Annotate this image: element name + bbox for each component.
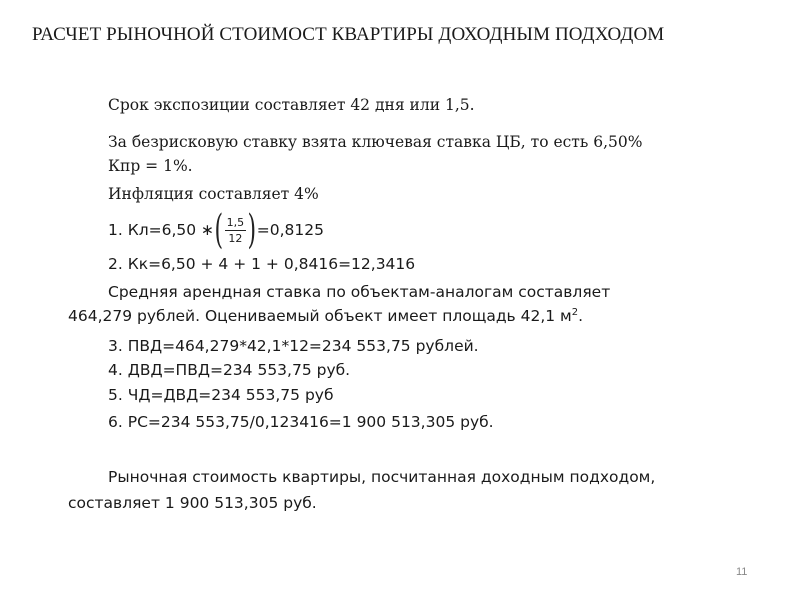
rent-text-line-2-main: 464,279 рублей. Оцениваемый объект имеет площадь 42,1 м: [68, 307, 572, 326]
inflation-text: Инфляция составляет 4%: [108, 185, 319, 203]
step-2-formula: 2. Кк=6,50 + 4 + 1 + 0,8416=12,3416: [108, 255, 416, 273]
rent-text-line-1: Средняя арендная ставка по объектам-аналогам составляет: [108, 283, 611, 301]
fraction-numerator: 1,5: [226, 215, 245, 229]
step-3-formula: 3. ПВД=464,279*42,1*12=234 553,75 рублей.: [108, 337, 479, 355]
slide-title: РАСЧЕТ РЫНОЧНОЙ СТОИМОСТ КВАРТИРЫ ДОХОДНЫМ ПОДХОДОМ: [32, 24, 665, 45]
left-paren: (: [214, 207, 224, 253]
step-6-formula: 6. РС=234 553,75/0,123416=1 900 513,305 руб.: [108, 413, 494, 431]
fraction-denominator: 12: [228, 231, 243, 245]
rent-text-line-2: [68, 307, 583, 325]
exposure-period-text: Срок экспозиции составляет 42 дня или 1,5.: [108, 96, 475, 114]
conclusion-line-1: Рыночная стоимость квартиры, посчитанная доходным подходом,: [108, 468, 656, 486]
fraction: [225, 216, 247, 245]
step-1-formula: [108, 207, 324, 253]
area-unit-superscript: 2: [571, 307, 579, 318]
right-paren: ): [247, 207, 257, 253]
page-number: 11: [736, 566, 748, 578]
step-1-prefix: 1. Кл=6,50 ∗: [108, 221, 215, 239]
step-5-formula: 5. ЧД=ДВД=234 553,75 руб: [108, 386, 334, 404]
rent-text-line-2-end: .: [578, 307, 584, 326]
step-1-result: =0,8125: [256, 221, 324, 239]
step-4-formula: 4. ДВД=ПВД=234 553,75 руб.: [108, 361, 351, 379]
kpr-text: Кпр = 1%.: [108, 157, 193, 175]
risk-free-rate-text: За безрисковую ставку взята ключевая ставка ЦБ, то есть 6,50%: [108, 133, 643, 151]
conclusion-line-2: составляет 1 900 513,305 руб.: [68, 494, 317, 512]
